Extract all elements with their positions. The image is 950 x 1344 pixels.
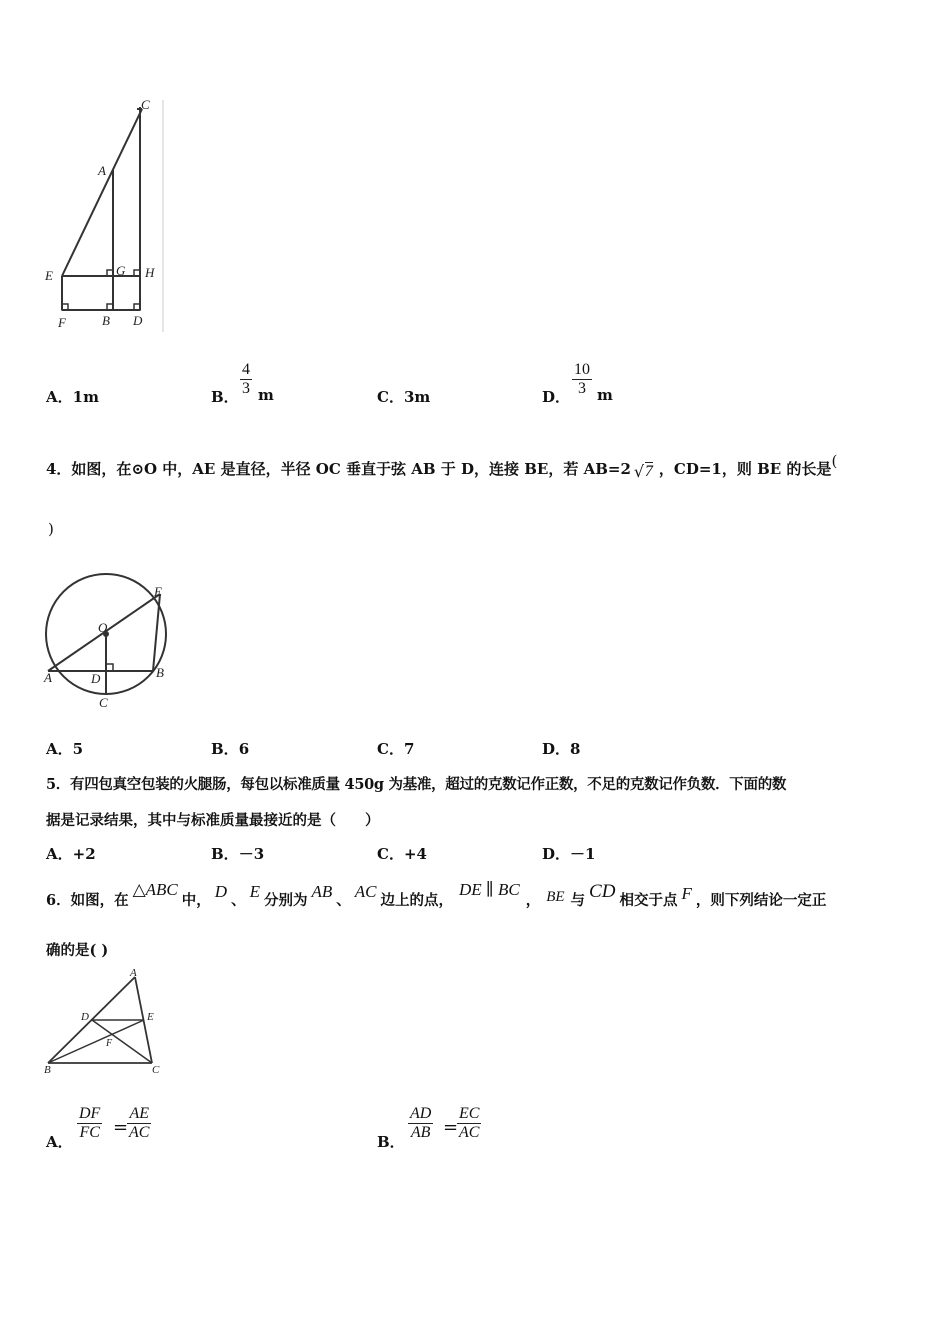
q5-stem-line1: 5．有四包真空包装的火腿肠，每包以标准质量 450g 为基准，超过的克数记作正数，不足的克数记作负数．下面的数 [46,776,787,793]
q3-option-a-text: 1m [72,388,99,406]
q6-option-a-denominator-left: FC [79,1124,100,1141]
q5-option-b[interactable] [211,843,264,864]
q4-option-a[interactable] [46,738,83,759]
q6-stem-part3: 分别为 [263,892,308,909]
q6-stem-part5: ， [525,892,541,909]
q4-option-c-letter: C． [377,740,404,758]
q6-option-b-fraction-left [408,1105,433,1142]
q6-option-b-fraction-right [457,1105,481,1142]
fig3-label-a: A [98,163,106,178]
q6-option-a-denominator-right: AC [129,1124,150,1141]
q5-option-c-letter: C． [377,845,404,863]
fig3-label-c: C [141,97,150,112]
q3-option-b-numerator: 4 [242,361,250,378]
q6-option-a[interactable] [46,1131,73,1152]
fig4-label-c: C [99,695,108,710]
q6-option-b-letter: B． [377,1133,405,1151]
q6-stem-part7: 相交于点 [619,892,678,909]
q6-option-b-denominator-left: AB [410,1124,431,1141]
q6-figure [40,962,175,1080]
q4-stem-part2: ，CD=1，则 BE 的长是 [658,460,832,478]
q6-point-f: F [681,884,692,903]
q6-segment-ab: AB [311,882,333,901]
q5-option-b-text: －3 [238,845,265,863]
q6-point-d: D [214,882,228,901]
q6-separator-1: 、 [231,892,246,909]
q6-segment-be: BE [546,889,565,905]
q4-option-a-text: 5 [72,740,84,758]
q6-option-a-equals: = [113,1117,129,1138]
q4-option-a-letter: A． [46,740,73,758]
q6-option-b[interactable] [377,1131,405,1152]
q6-option-a-letter: A． [46,1133,73,1151]
q3-option-b-unit: m [258,386,274,404]
q3-option-b-denominator: 3 [242,380,250,397]
fig6-label-a: A [130,967,137,979]
fig4-label-o: O [98,620,108,635]
q3-option-d-letter: D． [542,388,571,406]
fig4-label-d: D [91,671,101,686]
q5-stem-line2: 据是记录结果，其中与标准质量最接近的是（ ） [46,812,380,829]
q5-option-b-letter: B． [211,845,239,863]
q6-option-a-numerator-left: DF [79,1105,101,1122]
q3-option-d-fraction [572,361,592,398]
q3-option-d-unit: m [597,386,613,404]
q3-option-b-letter: B． [211,388,239,406]
q6-stem-part4: 边上的点， [380,892,453,909]
q4-option-c-text: 7 [403,740,415,758]
q4-stem [46,452,838,481]
q6-option-a-fraction-right [127,1105,151,1142]
q5-option-c[interactable] [377,843,427,864]
q6-point-e: E [249,882,260,901]
q6-de-parallel-bc: DE ∥ BC [458,880,520,899]
q6-stem-part6: 与 [570,892,586,909]
q4-option-d-text: 8 [570,740,581,758]
q6-stem-line1 [46,880,827,911]
fig3-label-e: E [45,268,53,283]
q3-option-d-denominator: 3 [578,380,586,397]
fig4-label-b: B [156,665,164,680]
q4-figure [40,570,180,715]
q3-option-d-numerator: 10 [574,361,590,378]
q6-triangle-abc: △ABC [132,880,178,899]
q3-option-b-fraction [240,361,252,398]
q4-option-b-text: 6 [238,740,250,758]
q5-option-d-letter: D． [542,845,571,863]
q4-option-d-letter: D． [542,740,571,758]
q4-paren-close: ) [48,520,54,538]
q3-figure [40,95,170,340]
q6-stem-part8: ，则下列结论一定正 [695,892,827,909]
q6-option-b-numerator-left: AD [410,1105,432,1122]
fig4-label-e: E [154,584,162,599]
q5-option-a[interactable] [46,843,96,864]
q4-sqrt-value: 7 [644,463,653,480]
q3-option-c[interactable] [377,386,430,407]
q4-paren-open: ( [831,452,838,470]
fig3-label-f: F [58,315,66,330]
q6-stem-part1: 6．如图，在 [46,892,129,909]
q6-option-b-denominator-right: AC [459,1124,480,1141]
q4-stem-part1: 4．如图，在⊙O 中，AE 是直径，半径 OC 垂直于弦 AB 于 D，连接 BE，若 AB=2 [46,460,631,478]
q3-option-b[interactable] [211,386,239,407]
q6-option-b-numerator-right: EC [459,1105,480,1122]
fig6-label-c: C [152,1064,160,1076]
q3-option-a-letter: A． [46,388,73,406]
q3-option-d[interactable] [542,386,570,407]
q4-option-c[interactable] [377,738,414,759]
q3-option-a[interactable] [46,386,99,407]
q5-option-d[interactable] [542,843,595,864]
q6-stem-line2: 确的是( ) [46,942,109,959]
fig6-label-b: B [44,1064,51,1076]
fig3-label-h: H [145,265,155,280]
fig6-label-e: E [147,1011,154,1023]
q4-sqrt-symbol: √ [633,462,645,481]
fig6-label-f: F [106,1038,113,1049]
q5-option-d-text: －1 [570,845,596,863]
q6-segment-ac: AC [354,882,377,901]
q4-option-b-letter: B． [211,740,239,758]
q6-option-b-equals: = [443,1117,459,1138]
q6-segment-cd: CD [589,881,616,902]
q6-option-a-fraction-left [77,1105,102,1142]
q4-option-d[interactable] [542,738,580,759]
q5-option-a-text: +2 [72,845,96,863]
fig3-label-d: D [133,313,143,328]
q3-option-c-letter: C． [377,388,404,406]
fig3-label-g: G [116,263,126,278]
q6-stem-part2: 中， [181,892,211,909]
q3-option-c-text: 3m [403,388,431,406]
q4-option-b[interactable] [211,738,249,759]
fig4-label-a: A [44,670,52,685]
q5-option-a-letter: A． [46,845,73,863]
q6-option-a-numerator-right: AE [127,1105,151,1124]
q5-option-c-text: +4 [403,845,427,863]
q6-separator-2: 、 [336,892,351,909]
fig3-label-b: B [102,313,110,328]
fig6-label-d: D [81,1011,89,1023]
